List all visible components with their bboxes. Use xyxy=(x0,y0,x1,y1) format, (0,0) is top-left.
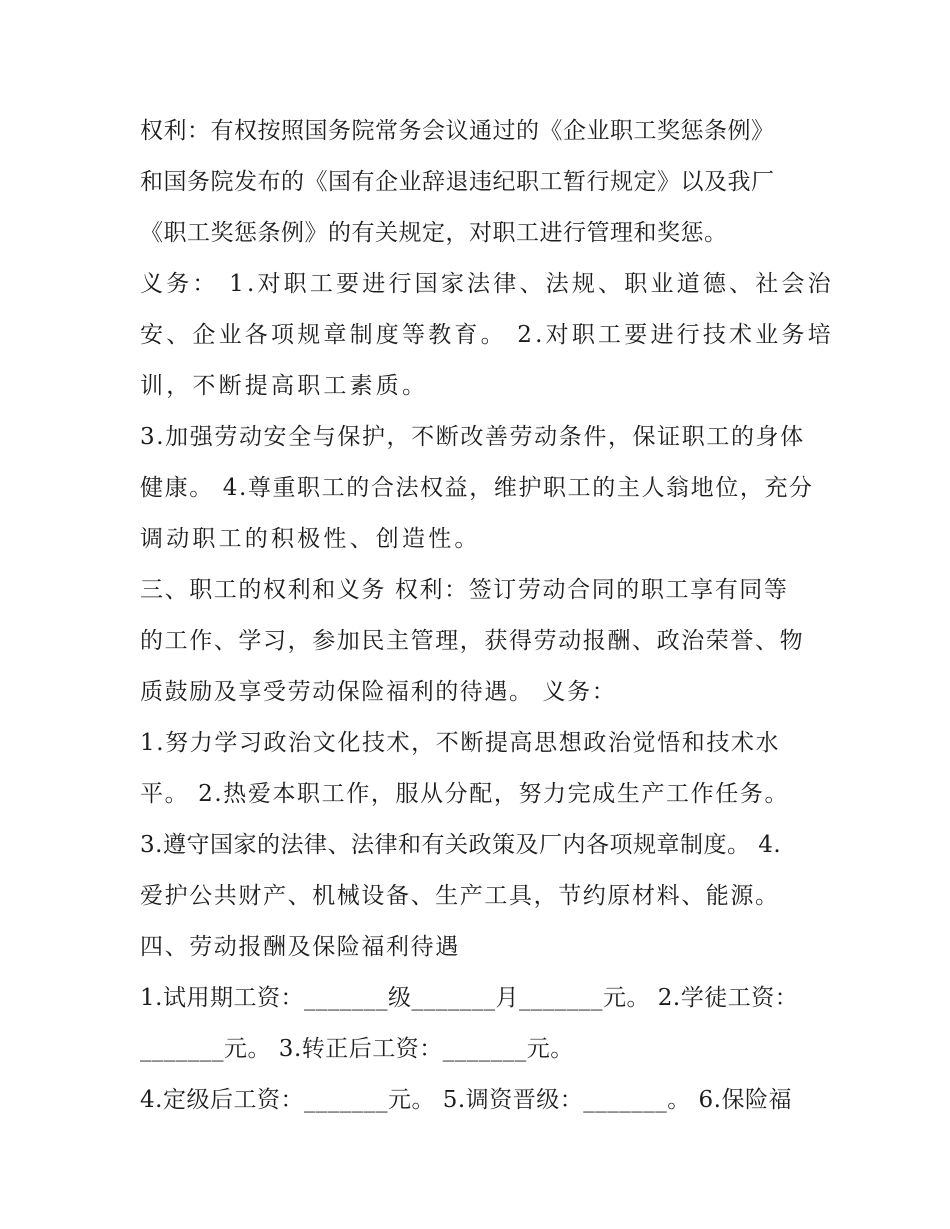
text-line: 质鼓励及享受劳动保险福利的待遇。 义务： xyxy=(140,679,617,705)
text-line: 训，不断提高职工素质。 xyxy=(140,373,429,399)
text-line: 1.试用期工资：_______级_______月_______元。 2.学徒工资： xyxy=(140,985,799,1011)
text-line: 爱护公共财产、机械设备、生产工具，节约原材料、能源。 xyxy=(140,883,780,909)
text-line: 《职工奖惩条例》的有关规定，对职工进行管理和奖惩。 xyxy=(140,220,728,246)
text-line: 安、企业各项规章制度等教育。 2.对职工要进行技术业务培 xyxy=(140,322,834,348)
text-line: 1.努力学习政治文化技术，不断提高思想政治觉悟和技术水 xyxy=(140,730,781,756)
section-heading: 四、劳动报酬及保险福利待遇 xyxy=(140,934,460,960)
text-line: 3.遵守国家的法律、法律和有关政策及厂内各项规章制度。 4. xyxy=(140,832,782,858)
text-line: 3.加强劳动安全与保护，不断改善劳动条件，保证职工的身体 xyxy=(140,424,805,450)
document-body xyxy=(140,106,834,1126)
text-line: _______元。 3.转正后工资：_______元。 xyxy=(140,1036,574,1062)
text-line: 4.定级后工资：_______元。 5.调资晋级：_______。 6.保险福 xyxy=(140,1087,792,1113)
text-line: 和国务院发布的《国有企业辞退违纪职工暂行规定》以及我厂 xyxy=(140,169,775,195)
text-line: 三、职工的权利和义务 权利：签订劳动合同的职工享有同等 xyxy=(140,577,789,603)
text-line: 调动职工的积极性、创造性。 xyxy=(140,526,481,552)
text-line: 健康。 4.尊重职工的合法权益，维护职工的主人翁地位，充分 xyxy=(140,475,814,501)
text-line: 权利：有权按照国务院常务会议通过的《企业职工奖惩条例》 xyxy=(140,118,775,144)
text-line: 平。 2.热爱本职工作，服从分配，努力完成生产工作任务。 xyxy=(140,781,790,807)
text-line: 的工作、学习，参加民主管理，获得劳动报酬、政治荣誉、物 xyxy=(140,628,805,654)
text-line: 义务： 1.对职工要进行国家法律、法规、职业道德、社会治 xyxy=(140,271,834,297)
